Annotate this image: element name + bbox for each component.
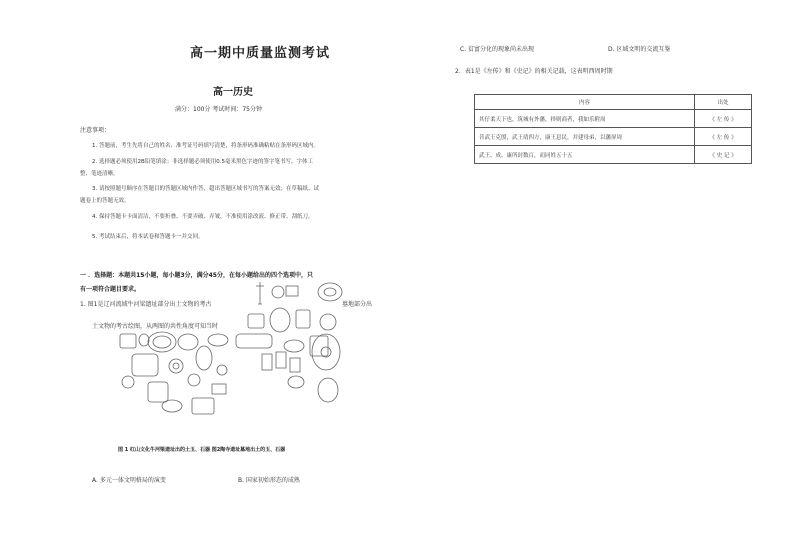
question-2-stem: 2．表1是《左传》和《史记》的相关记载，这表明西周时期: [455, 68, 613, 75]
question-1-line-1-end: 墓地部分出: [342, 301, 373, 308]
option-a: A. 多元一体文明格局的演变: [92, 477, 166, 484]
exam-title: 高一期中质量监测考试: [190, 46, 331, 61]
table-row: [475, 128, 752, 146]
notice-heading: 注意事项：: [80, 127, 111, 134]
notice-item-2-cont: 整、笔迹清晰。: [80, 171, 119, 177]
section-heading-cont: 有一项符合题目要求。: [80, 286, 141, 293]
option-d: D. 区域文明的交流互鉴: [608, 46, 671, 53]
table-row: [475, 110, 752, 128]
artifact-figure: [118, 278, 376, 438]
table-header-content: 内容: [475, 95, 695, 110]
notice-item-3-cont: 题卷上的答题无效。: [80, 198, 130, 204]
figure-caption: 图 1 红山文化牛河梁遗址出的土玉、石器 图2陶寺遗址墓地出土的玉、石器: [118, 447, 286, 453]
question-1-line-2: 土文物的考古绘图，从两图的共性角度可知当时: [92, 323, 219, 330]
table-cell-content: 武王、成、康所封数百，而同姓五十五: [475, 146, 695, 164]
option-b: B. 国家初始形态的成熟: [238, 477, 300, 484]
notice-item-4: 4. 保持答题卡卡面清洁，不要折叠、不要弄破、弄皱，不准使用涂改液、修正带、刮纸刀。: [92, 214, 314, 220]
table-header-row: [475, 95, 752, 110]
table-cell-content: 昔武王克殷，武王靖四方，康王息民，并建母弟，以藩屏周: [475, 128, 695, 146]
section-heading: 一 ．选择题：本题共15小题，每小题3分，满分45分，在每小题给出的四个选项中，只: [80, 272, 313, 279]
table-cell-source: 《 史 记 》: [695, 146, 752, 164]
table-cell-source: 《 左 传 》: [695, 110, 752, 128]
notice-item-2: 2. 选择题必须使用2B铅笔填涂；非选择题必须使用0.5毫米黑色字迹的签字笔书写，字体工: [92, 159, 314, 165]
table-cell-source: 《 左 传 》: [695, 128, 752, 146]
exam-meta: 满分：100分 考试时间：75分钟: [175, 106, 262, 113]
notice-item-5: 5. 考试结束后，将本试卷和答题卡一并交回。: [92, 234, 204, 240]
table-cell-content: 其仔柔天下也，筑城有外藩，择则商者，我如乐附周: [475, 110, 695, 128]
subject-title: 高一历史: [213, 87, 253, 98]
notice-item-1: 1. 答题前，考生先将自己的姓名、准考证号码填写清楚，将条形码准确粘贴在条形码区域内。: [92, 143, 319, 149]
question-1-line-1: 1. 图1是辽河流域牛河梁遗址部分出土文物的考古: [80, 301, 212, 308]
notice-item-3: 3. 请按照题号顺序在答题目的答题区域内作答，超出答题区域书写的答案无效；在草稿纸、试: [92, 186, 319, 192]
option-c: C. 贫富分化的现象尚未出现: [460, 46, 535, 53]
source-table: [474, 94, 752, 164]
table-row: [475, 146, 752, 164]
table-header-source: 出处: [695, 95, 752, 110]
